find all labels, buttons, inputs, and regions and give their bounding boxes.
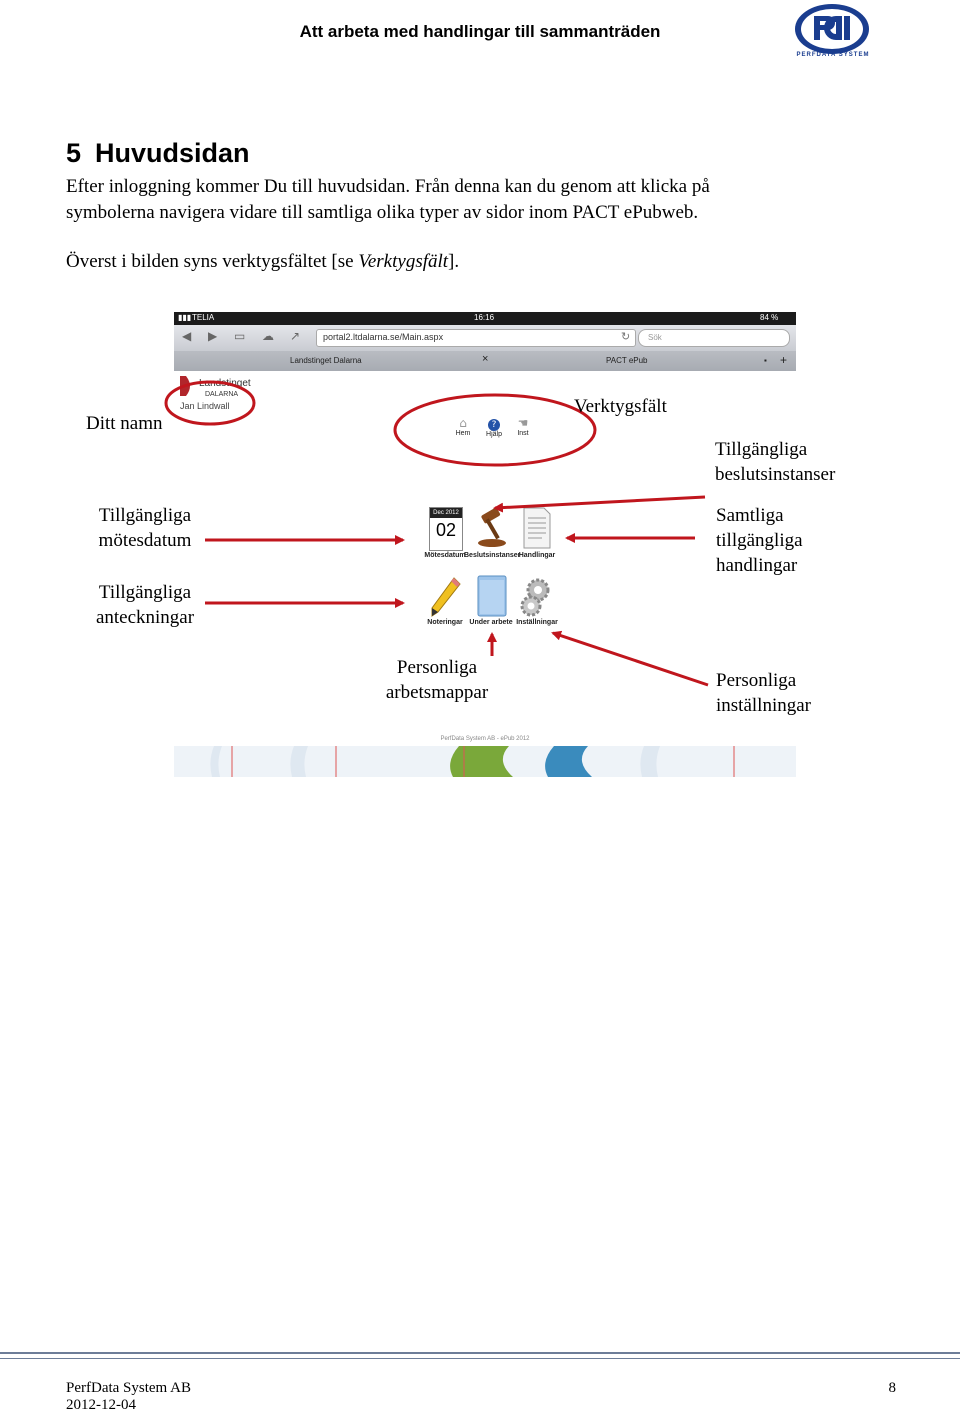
annotation-verktygsfalt: Verktygsfält <box>574 396 667 417</box>
annotation-installningar <box>716 668 811 718</box>
signal-icon: ▮▮▮ <box>178 313 192 322</box>
annotation-motesdatum-line2: mötesdatum <box>98 530 192 551</box>
annotation-installningar-line1: Personliga <box>716 670 797 691</box>
toolbar-paragraph-prefix: Överst i bilden syns verktygsfältet [se <box>66 251 359 272</box>
user-name: Jan Lindwall <box>180 401 230 411</box>
reload-icon[interactable]: ↻ <box>621 330 631 343</box>
battery-level: 84 % <box>760 313 779 322</box>
tab-close-icon[interactable]: × <box>482 353 489 365</box>
help-icon: ? <box>481 416 507 431</box>
name-highlight-ellipse <box>166 382 254 424</box>
annotation-handlingar <box>716 503 803 578</box>
toolbar-paragraph-suffix: ]. <box>448 251 460 272</box>
section-number: 5 <box>66 138 82 168</box>
annotation-anteckningar <box>80 580 210 630</box>
org-sub: DALARNA <box>205 391 239 398</box>
share-icon[interactable]: ↗ <box>290 329 301 343</box>
toolbar-label-inst: Inst <box>517 430 529 437</box>
annotation-ditt-namn: Ditt namn <box>86 413 163 434</box>
intro-line-1: Efter inloggning kommer Du till huvudsidan. Från denna kan du genom att klicka på <box>66 176 710 197</box>
footer-company: PerfData System AB <box>66 1380 191 1396</box>
toolbar-label-hem: Hem <box>455 430 471 437</box>
annotation-anteckningar-line2: anteckningar <box>95 607 195 628</box>
settings-hand-icon: ☚ <box>517 416 529 430</box>
verktygsfalt-reference[interactable]: Verktygsfält <box>358 251 449 272</box>
org-name: Landstinget <box>199 378 251 389</box>
section-title: Huvudsidan <box>95 138 250 168</box>
lock-icon: ▪ <box>764 356 767 365</box>
app-label-handlingar[interactable]: Handlingar <box>518 552 556 559</box>
footer-date: 2012-12-04 <box>66 1397 136 1413</box>
document-header-title: Att arbeta med handlingar till sammanträden <box>299 22 661 41</box>
icloud-tabs-icon[interactable]: ☁ <box>262 329 274 343</box>
annotation-motesdatum-line1: Tillgängliga <box>98 505 192 526</box>
annotation-arbetsmappar-line2: arbetsmappar <box>385 682 489 703</box>
status-time: 16:16 <box>474 313 495 322</box>
app-label-motesdatum[interactable]: Mötesdatum <box>424 552 466 559</box>
forward-icon[interactable]: ▶ <box>208 329 218 343</box>
calendar-month: Dec 2012 <box>430 508 462 518</box>
page-number: 8 <box>888 1380 896 1396</box>
home-icon: ⌂ <box>459 416 467 430</box>
annotation-beslutsinstanser <box>715 437 835 487</box>
annotation-beslutsinstanser-line2: beslutsinstanser <box>715 464 836 485</box>
arrow-beslutsinstanser <box>495 497 705 508</box>
annotation-handlingar-line2: tillgängliga <box>716 530 803 551</box>
annotation-anteckningar-line1: Tillgängliga <box>98 582 192 603</box>
app-label-noteringar[interactable]: Noteringar <box>427 619 463 626</box>
tab-pact-epub[interactable]: PACT ePub <box>606 356 648 365</box>
app-footer-copyright: PerfData System AB - ePub 2012 <box>440 736 530 742</box>
app-label-beslutsinstanser[interactable]: Beslutsinstanser <box>464 552 521 559</box>
page-footer-left <box>66 1380 191 1414</box>
carrier-name: TELIA <box>192 313 215 322</box>
search-placeholder: Sök <box>648 333 662 342</box>
app-footer-decoration <box>174 746 796 777</box>
app-label-installningar[interactable]: Inställningar <box>516 619 558 626</box>
annotation-handlingar-line3: handlingar <box>716 555 798 576</box>
calendar-day: 02 <box>435 520 457 540</box>
logo-text: PERFDATA SYSTEM <box>796 52 870 58</box>
annotation-handlingar-line1: Samtliga <box>716 505 784 526</box>
back-icon[interactable]: ◀ <box>182 329 192 343</box>
annotation-arbetsmappar-line1: Personliga <box>396 657 478 678</box>
arrow-installningar <box>553 633 708 685</box>
annotation-installningar-line2: inställningar <box>716 695 811 716</box>
bookmarks-icon[interactable]: ▭ <box>234 329 246 343</box>
tab-landstinget[interactable]: Landstinget Dalarna <box>290 356 362 365</box>
toolbar-label-hjalp: Hjälp <box>486 431 502 438</box>
new-tab-icon[interactable]: + <box>780 353 788 367</box>
app-label-under-arbete[interactable]: Under arbete <box>469 619 513 626</box>
footer-divider <box>0 1352 960 1359</box>
toolbar-highlight-ellipse <box>395 395 595 465</box>
annotation-motesdatum <box>80 503 210 553</box>
address-bar-url: portal2.ltdalarna.se/Main.aspx <box>323 332 444 342</box>
intro-line-2: symbolerna navigera vidare till samtliga olika typer av sidor inom PACT ePubweb. <box>66 202 699 223</box>
annotation-arbetsmappar <box>352 655 522 705</box>
annotation-beslutsinstanser-line1: Tillgängliga <box>715 439 808 460</box>
